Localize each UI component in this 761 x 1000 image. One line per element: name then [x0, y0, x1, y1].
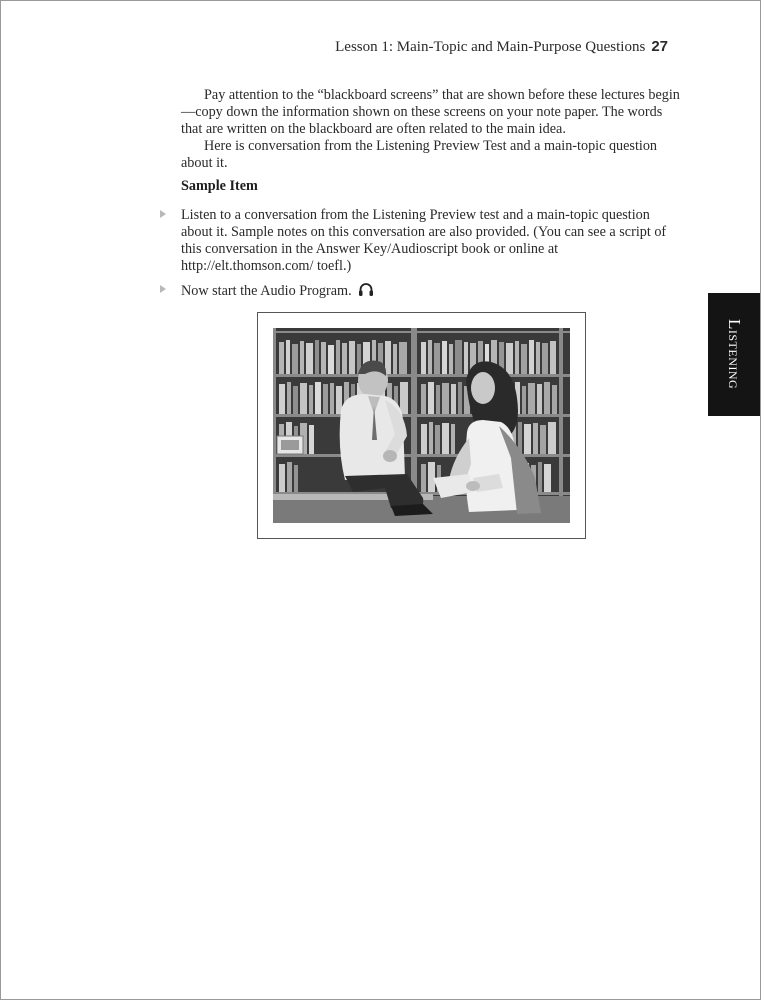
running-head	[335, 38, 668, 56]
body-text	[181, 87, 681, 172]
library-conversation-photo	[273, 328, 570, 523]
headphones-icon	[358, 282, 374, 297]
paragraph-intro: Here is conversation from the Listening Preview Test and a main-topic question about it.	[181, 138, 658, 171]
paragraph-blackboard: Pay attention to the “blackboard screens” that are shown before these lectures begin—copy down the information shown on these screens on your note paper. The words that are written on the blackboard are often related to the main idea.	[181, 87, 680, 137]
bullet-text: Now start the Audio Program.	[181, 283, 352, 299]
bullet-item-listen	[181, 207, 671, 275]
bullet-item-audio	[181, 282, 671, 300]
bullet-text: Listen to a conversation from the Listening Preview test and a main-topic question about it. Sample notes on this conversation are also provided. (You can see a script of this conversation in the Answer Key/Audioscript book or online at http://elt.thomson.com/ toefl.)	[181, 207, 667, 274]
arrow-bullet-icon	[160, 285, 166, 293]
photo-frame	[257, 312, 586, 539]
page-number: 27	[651, 38, 668, 55]
section-heading: Sample Item	[181, 178, 258, 194]
section-tab-listening	[708, 293, 760, 416]
running-title: Lesson 1: Main-Topic and Main-Purpose Questions	[335, 39, 646, 55]
arrow-bullet-icon	[160, 210, 166, 218]
section-tab-label: Listening	[725, 319, 744, 390]
